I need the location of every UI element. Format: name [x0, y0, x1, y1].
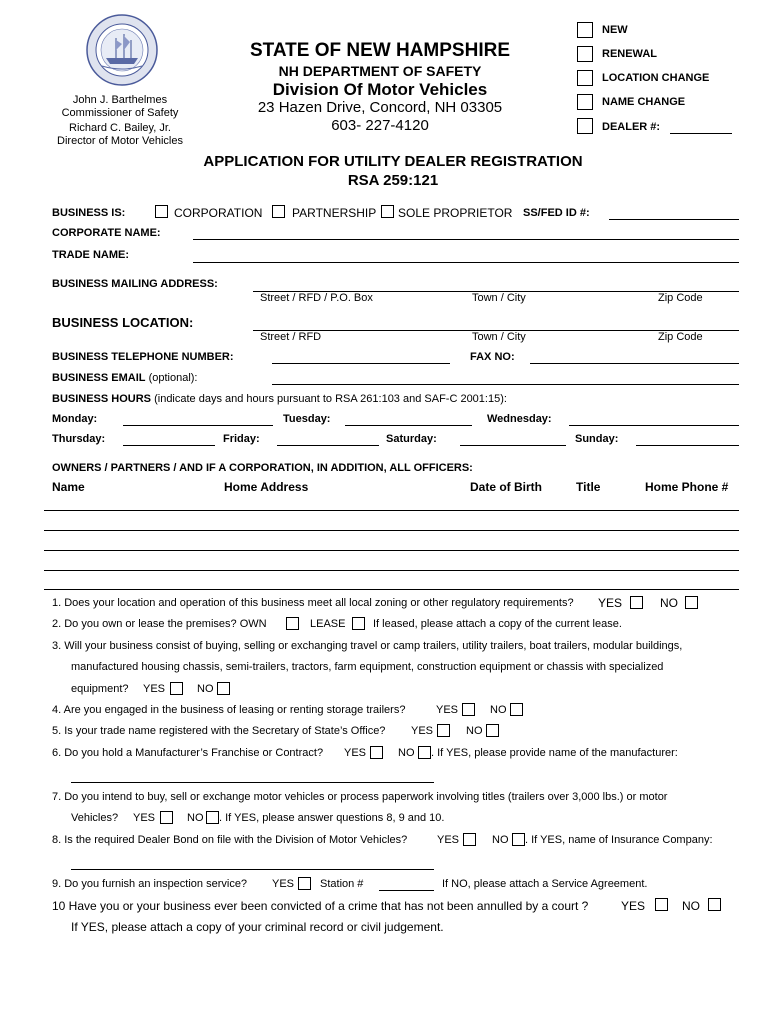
- q6-note: . If YES, please provide name of the manufacturer:: [431, 747, 678, 759]
- sole-proprietor-label: SOLE PROPRIETOR: [398, 206, 513, 220]
- commissioner-name: John J. Barthelmes: [72, 94, 168, 106]
- owner-row-line[interactable]: [44, 570, 739, 571]
- saturday-label: Saturday:: [386, 433, 437, 445]
- telephone-field[interactable]: [272, 363, 450, 364]
- q1-no-label: NO: [660, 596, 678, 610]
- state-seal: [86, 14, 158, 86]
- q8-yes-checkbox[interactable]: [463, 833, 476, 846]
- q4-yes-label: YES: [436, 704, 459, 716]
- q6-no-checkbox[interactable]: [418, 746, 431, 759]
- question-5: 5. Is your trade name registered with the Secretary of State’s Office?: [52, 725, 386, 737]
- thursday-label: Thursday:: [52, 433, 106, 445]
- q5-no-label: NO: [466, 725, 483, 737]
- q2-lease-label: LEASE: [310, 618, 346, 630]
- new-label: NEW: [602, 24, 628, 36]
- question-3: 3. Will your business consist of buying, selling or exchanging travel or camp trailers, utility trailers, boat trailers, modular buildings,: [52, 640, 683, 652]
- q7-yes-label: YES: [133, 812, 156, 824]
- q3-yes-label: YES: [143, 683, 166, 695]
- question-2: 2. Do you own or lease the premises? OWN: [52, 618, 267, 630]
- q3-no-label: NO: [197, 683, 214, 695]
- commissioner-title: Commissioner of Safety: [61, 107, 179, 119]
- office-address: 23 Hazen Drive, Concord, NH 03305: [257, 99, 503, 116]
- q1-yes-label: YES: [598, 596, 623, 610]
- fax-label: FAX NO:: [470, 351, 515, 363]
- q4-no-label: NO: [490, 704, 507, 716]
- q7-note: . If YES, please answer questions 8, 9 and 10.: [219, 812, 445, 824]
- sunday-field[interactable]: [636, 445, 739, 446]
- mailing-town-caption: Town / City: [472, 292, 526, 304]
- corporation-label: CORPORATION: [174, 206, 263, 220]
- tuesday-field[interactable]: [345, 425, 472, 426]
- owners-address-header: Home Address: [224, 480, 309, 494]
- q2-lease-checkbox[interactable]: [352, 617, 365, 630]
- business-location-label: BUSINESS LOCATION:: [52, 315, 194, 330]
- dealer-number-checkbox[interactable]: [577, 118, 593, 134]
- corporation-checkbox[interactable]: [155, 205, 168, 218]
- question-6: 6. Do you hold a Manufacturer’s Franchise or Contract?: [52, 747, 324, 759]
- q1-no-checkbox[interactable]: [685, 596, 698, 609]
- business-is-label: BUSINESS IS:: [52, 207, 126, 219]
- q7-no-label: NO: [187, 812, 204, 824]
- q5-yes-checkbox[interactable]: [437, 724, 450, 737]
- director-title: Director of Motor Vehicles: [57, 135, 183, 147]
- station-number-field[interactable]: [379, 890, 434, 891]
- question-10-line2: If YES, please attach a copy of your criminal record or civil judgement.: [71, 920, 444, 934]
- question-7-line2: Vehicles?: [71, 812, 119, 824]
- sole-proprietor-checkbox[interactable]: [381, 205, 394, 218]
- question-7: 7. Do you intend to buy, sell or exchange motor vehicles or process paperwork involving titles (trailers over 3,000 lbs.) or motor: [52, 791, 668, 803]
- location-change-checkbox[interactable]: [577, 70, 593, 86]
- owner-row-line[interactable]: [44, 550, 739, 551]
- question-10: 10 Have you or your business ever been convicted of a crime that has not been annulled by a court ?: [52, 899, 589, 913]
- owner-row-line[interactable]: [44, 589, 739, 590]
- q1-yes-checkbox[interactable]: [630, 596, 643, 609]
- division-heading: Division Of Motor Vehicles: [272, 80, 488, 99]
- q9-note: If NO, please attach a Service Agreement.: [442, 878, 648, 890]
- renewal-label: RENEWAL: [602, 48, 657, 60]
- q10-yes-label: YES: [621, 899, 646, 913]
- corporate-name-field[interactable]: [193, 239, 739, 240]
- q9-yes-label: YES: [272, 878, 295, 890]
- q8-no-checkbox[interactable]: [512, 833, 525, 846]
- location-change-label: LOCATION CHANGE: [602, 72, 710, 84]
- monday-field[interactable]: [123, 425, 273, 426]
- ss-fed-id-field[interactable]: [609, 219, 739, 220]
- q8-note: . If YES, name of Insurance Company:: [525, 834, 713, 846]
- trade-name-label: TRADE NAME:: [52, 249, 129, 261]
- location-zip-caption: Zip Code: [658, 331, 703, 343]
- q8-no-label: NO: [492, 834, 509, 846]
- owners-heading: OWNERS / PARTNERS / AND IF A CORPORATION, IN ADDITION, ALL OFFICERS:: [52, 462, 473, 474]
- q4-no-checkbox[interactable]: [510, 703, 523, 716]
- question-3-line2: manufactured housing chassis, semi-trailers, tractors, farm equipment, construction equipment or chassis with specialized: [71, 661, 664, 673]
- q6-no-label: NO: [398, 747, 415, 759]
- trade-name-field[interactable]: [193, 262, 739, 263]
- sunday-label: Sunday:: [575, 433, 619, 445]
- q10-no-label: NO: [682, 899, 700, 913]
- owner-row-line[interactable]: [44, 530, 739, 531]
- mailing-street-caption: Street / RFD / P.O. Box: [260, 292, 373, 304]
- name-change-label: NAME CHANGE: [602, 96, 686, 108]
- tuesday-label: Tuesday:: [283, 413, 331, 425]
- q2-own-checkbox[interactable]: [286, 617, 299, 630]
- director-name: Richard C. Bailey, Jr.: [69, 122, 171, 134]
- q4-yes-checkbox[interactable]: [462, 703, 475, 716]
- location-town-caption: Town / City: [472, 331, 526, 343]
- friday-field[interactable]: [277, 445, 379, 446]
- mailing-zip-caption: Zip Code: [658, 292, 703, 304]
- department-heading: NH DEPARTMENT OF SAFETY: [278, 63, 482, 79]
- question-1: 1. Does your location and operation of this business meet all local zoning or other regulatory requirements?: [52, 597, 574, 609]
- owners-phone-header: Home Phone #: [645, 480, 729, 494]
- q10-no-checkbox[interactable]: [708, 898, 721, 911]
- question-9: 9. Do you furnish an inspection service?: [52, 878, 248, 890]
- saturday-field[interactable]: [460, 445, 566, 446]
- telephone-label: BUSINESS TELEPHONE NUMBER:: [52, 351, 234, 363]
- hours-label: BUSINESS HOURS (indicate days and hours pursuant to RSA 261:103 and SAF-C 2001:15):: [52, 393, 507, 405]
- new-checkbox[interactable]: [577, 22, 593, 38]
- location-street-caption: Street / RFD: [260, 331, 322, 343]
- q8-yes-label: YES: [437, 834, 460, 846]
- q9-station-label: Station #: [320, 878, 364, 890]
- wednesday-field[interactable]: [569, 425, 739, 426]
- name-change-checkbox[interactable]: [577, 94, 593, 110]
- question-3-line3: equipment?: [71, 683, 129, 695]
- q2-note: If leased, please attach a copy of the current lease.: [373, 618, 622, 630]
- manufacturer-name-field[interactable]: [71, 782, 434, 783]
- monday-label: Monday:: [52, 413, 98, 425]
- q6-yes-label: YES: [344, 747, 367, 759]
- q10-yes-checkbox[interactable]: [655, 898, 668, 911]
- wednesday-label: Wednesday:: [487, 413, 552, 425]
- q7-yes-checkbox[interactable]: [160, 811, 173, 824]
- q5-yes-label: YES: [411, 725, 434, 737]
- q7-no-checkbox[interactable]: [206, 811, 219, 824]
- owners-name-header: Name: [52, 480, 85, 494]
- q3-yes-checkbox[interactable]: [170, 682, 183, 695]
- friday-label: Friday:: [223, 433, 260, 445]
- email-label: BUSINESS EMAIL (optional):: [52, 372, 198, 384]
- renewal-checkbox[interactable]: [577, 46, 593, 62]
- owners-dob-header: Date of Birth: [470, 480, 542, 494]
- q6-yes-checkbox[interactable]: [370, 746, 383, 759]
- question-4: 4. Are you engaged in the business of leasing or renting storage trailers?: [52, 704, 406, 716]
- thursday-field[interactable]: [123, 445, 215, 446]
- office-phone: 603- 227-4120: [331, 117, 429, 134]
- q5-no-checkbox[interactable]: [486, 724, 499, 737]
- owner-row-line[interactable]: [44, 510, 739, 511]
- insurance-company-field[interactable]: [71, 869, 434, 870]
- email-field[interactable]: [272, 384, 739, 385]
- dealer-number-field[interactable]: [670, 133, 732, 134]
- partnership-label: PARTNERSHIP: [292, 206, 377, 220]
- q9-yes-checkbox[interactable]: [298, 877, 311, 890]
- partnership-checkbox[interactable]: [272, 205, 285, 218]
- fax-field[interactable]: [530, 363, 739, 364]
- state-heading: STATE OF NEW HAMPSHIRE: [249, 40, 511, 61]
- q3-no-checkbox[interactable]: [217, 682, 230, 695]
- corporate-name-label: CORPORATE NAME:: [52, 227, 161, 239]
- dealer-number-label: DEALER #:: [602, 121, 661, 133]
- form-statute: RSA 259:121: [347, 172, 439, 189]
- mailing-address-label: BUSINESS MAILING ADDRESS:: [52, 278, 218, 290]
- ss-fed-id-label: SS/FED ID #:: [523, 207, 590, 219]
- owners-title-header: Title: [576, 480, 601, 494]
- question-8: 8. Is the required Dealer Bond on file with the Division of Motor Vehicles?: [52, 834, 408, 846]
- form-title: APPLICATION FOR UTILITY DEALER REGISTRATION: [203, 153, 583, 170]
